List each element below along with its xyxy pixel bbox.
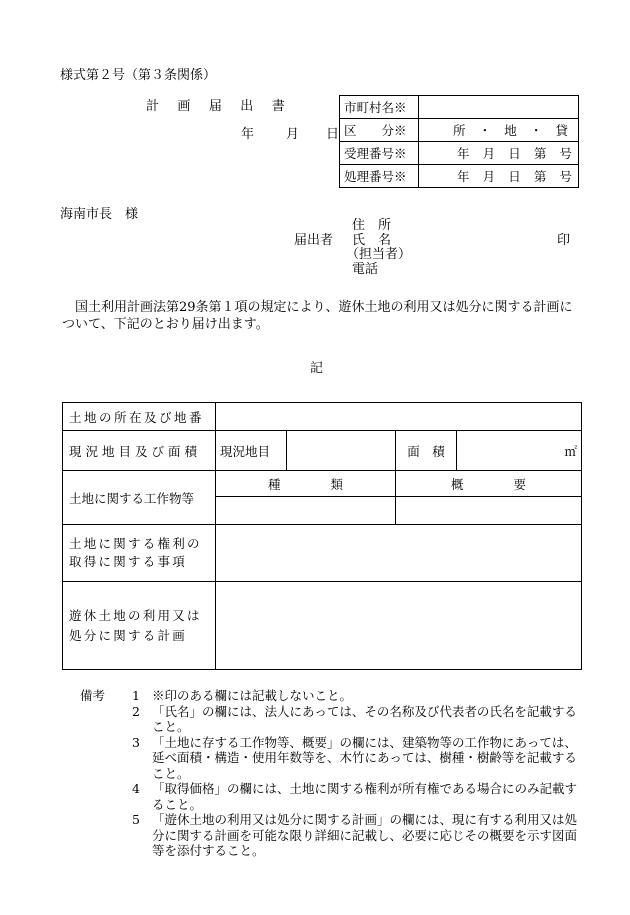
year-label: 年 xyxy=(457,169,470,184)
note-text: ※印のある欄には記載しないこと。 xyxy=(152,688,353,703)
note-text: 「氏名」の欄には、法人にあっては、その名称及び代表者の氏名を記載すること。 xyxy=(152,703,577,734)
notes-section xyxy=(80,688,580,859)
receipt-label: 区 分※ xyxy=(340,119,419,142)
name-label: 氏 名 xyxy=(352,233,392,248)
category-option: 地 xyxy=(504,123,517,138)
current-category-value[interactable] xyxy=(287,431,396,471)
current-category-label: 現況地目 xyxy=(216,431,287,471)
note-item xyxy=(80,704,580,735)
receipt-label: 受理番号※ xyxy=(340,142,419,165)
addressee: 海南市長 様 xyxy=(60,207,139,222)
number-prefix: 第 xyxy=(533,169,547,184)
receipt-row-municipality xyxy=(340,96,579,119)
row-current-category xyxy=(63,431,582,471)
note-text: 「取得価格」の欄には、土地に関する権利が所有権である場合にのみ記載すること。 xyxy=(152,781,578,812)
note-text: 「遊休土地の利用又は処分に関する計画」の欄には、現に有する利用又は処分に関する計画を可能な限り詳細に記載し、必要に応じその概要を示す図面等を添付すること。 xyxy=(152,812,578,858)
rights-acquisition-value[interactable] xyxy=(216,525,582,582)
receipt-row-acceptance xyxy=(340,142,579,165)
note-number: 3 xyxy=(132,734,140,750)
type-header: 種 類 xyxy=(216,471,396,497)
body-text: 国土利用計画法第29条第１項の規定により、遊休土地の利用又は処分に関する計画について、下記のとおり届け出ます。 xyxy=(62,300,573,332)
phone-label: 電話 xyxy=(352,262,379,277)
receipt-value[interactable] xyxy=(419,165,579,188)
idle-land-plan-label: 遊休土地の利用又は処分に関する計画 xyxy=(63,582,216,670)
note-number: 4 xyxy=(132,781,140,796)
category-option: 所 xyxy=(453,123,466,138)
receipt-value[interactable] xyxy=(419,142,579,165)
area-value[interactable] xyxy=(457,431,582,471)
overview-header: 概 要 xyxy=(396,471,582,497)
type-value[interactable] xyxy=(216,497,396,525)
day-label: 日 xyxy=(508,169,521,184)
row-structures-header xyxy=(63,471,582,497)
contact-person-label: （担当者） xyxy=(346,247,412,262)
note-text: 「土地に存する工作物等、概要」の欄には、建築物等の工作物にあっては、延べ面積・構造・使用年数等を、木竹にあっては、樹種・樹齢等を記載すること。 xyxy=(152,734,577,781)
receipt-value[interactable] xyxy=(419,96,579,119)
separator: ・ xyxy=(529,123,543,138)
receipt-row-category xyxy=(340,119,579,142)
date-year-label: 年 xyxy=(241,127,255,142)
row-idle-land-plan xyxy=(63,582,582,670)
seal-mark: 印 xyxy=(557,233,571,248)
category-option: 貸 xyxy=(555,123,568,138)
note-number: 2 xyxy=(132,703,140,719)
area-label: 面 積 xyxy=(396,431,457,471)
number-prefix: 第 xyxy=(533,146,547,161)
land-location-value[interactable] xyxy=(216,403,582,431)
note-item xyxy=(80,812,580,859)
note-number: 5 xyxy=(132,812,140,827)
form-number: 様式第２号（第３条関係） xyxy=(60,68,217,83)
ki-heading: 記 xyxy=(310,361,324,376)
overview-value[interactable] xyxy=(396,497,582,525)
receipt-value[interactable] xyxy=(419,119,579,142)
date-day-label: 日 xyxy=(326,127,340,142)
notes-head: 備考 xyxy=(80,688,106,703)
month-label: 月 xyxy=(482,146,496,161)
land-location-label: 土地の所在及び地番 xyxy=(63,403,216,431)
note-item xyxy=(80,688,580,704)
row-land-location xyxy=(63,403,582,431)
number-suffix: 号 xyxy=(559,146,572,161)
rights-acquisition-label: 土地に関する権利の取得に関する事項 xyxy=(63,525,216,582)
receipt-label: 市町村名※ xyxy=(340,96,419,119)
row-rights-acquisition xyxy=(63,525,582,582)
receipt-row-processing xyxy=(340,165,579,188)
address-label: 住 所 xyxy=(352,218,392,233)
applicant-label: 届出者 xyxy=(294,233,334,248)
idle-land-plan-value[interactable] xyxy=(216,582,582,670)
date-month-label: 月 xyxy=(286,127,300,142)
note-item xyxy=(80,781,580,812)
receipt-label: 処理番号※ xyxy=(340,165,419,188)
month-label: 月 xyxy=(482,169,496,184)
current-category-area-label: 現況地目及び面積 xyxy=(63,431,216,471)
note-item xyxy=(80,735,580,782)
main-table xyxy=(62,402,582,670)
number-suffix: 号 xyxy=(559,169,572,184)
structures-label: 土地に関する工作物等 xyxy=(63,471,216,525)
receipt-box xyxy=(339,95,579,188)
area-unit: ㎡ xyxy=(564,443,577,459)
year-label: 年 xyxy=(457,146,470,161)
note-number: 1 xyxy=(132,688,140,703)
separator: ・ xyxy=(478,123,492,138)
day-label: 日 xyxy=(508,146,521,161)
form-title: 計 画 届 出 書 xyxy=(146,99,292,114)
